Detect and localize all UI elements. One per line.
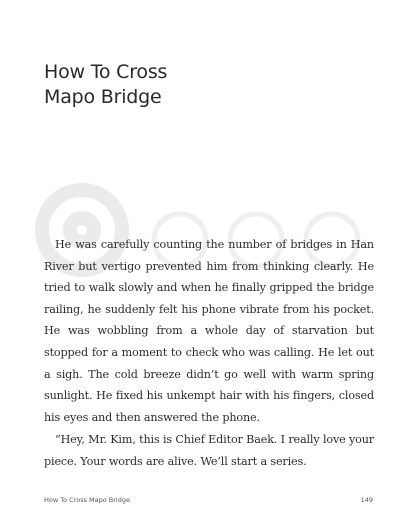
chapter-title-line-1: How To Cross [44,61,168,83]
page-number: 149 [360,496,373,504]
body-text [44,234,374,473]
paragraph: He was carefully counting the number of bridges in Han River but vertigo prevented him from thinking clearly. He tried to walk slowly and when he finally gripped the bridge railing, he suddenly felt his phone vibrate from his pocket. He was wobbling from a whole day of starvation but stopped for a moment to check who was calling. He let out a sigh. The cold breeze didn’t go well with warm spring sunlight. He fixed his unkempt hair with his fingers, closed his eyes and then answered the phone. [44,238,374,424]
chapter-title-line-2: Mapo Bridge [44,86,162,108]
chapter-title [44,60,167,110]
paragraph: “Hey, Mr. Kim, this is Chief Editor Baek. I really love your piece. Your words are alive. We’ll start a series. [44,433,375,468]
running-footer-title: How To Cross Mapo Bridge [44,496,130,504]
